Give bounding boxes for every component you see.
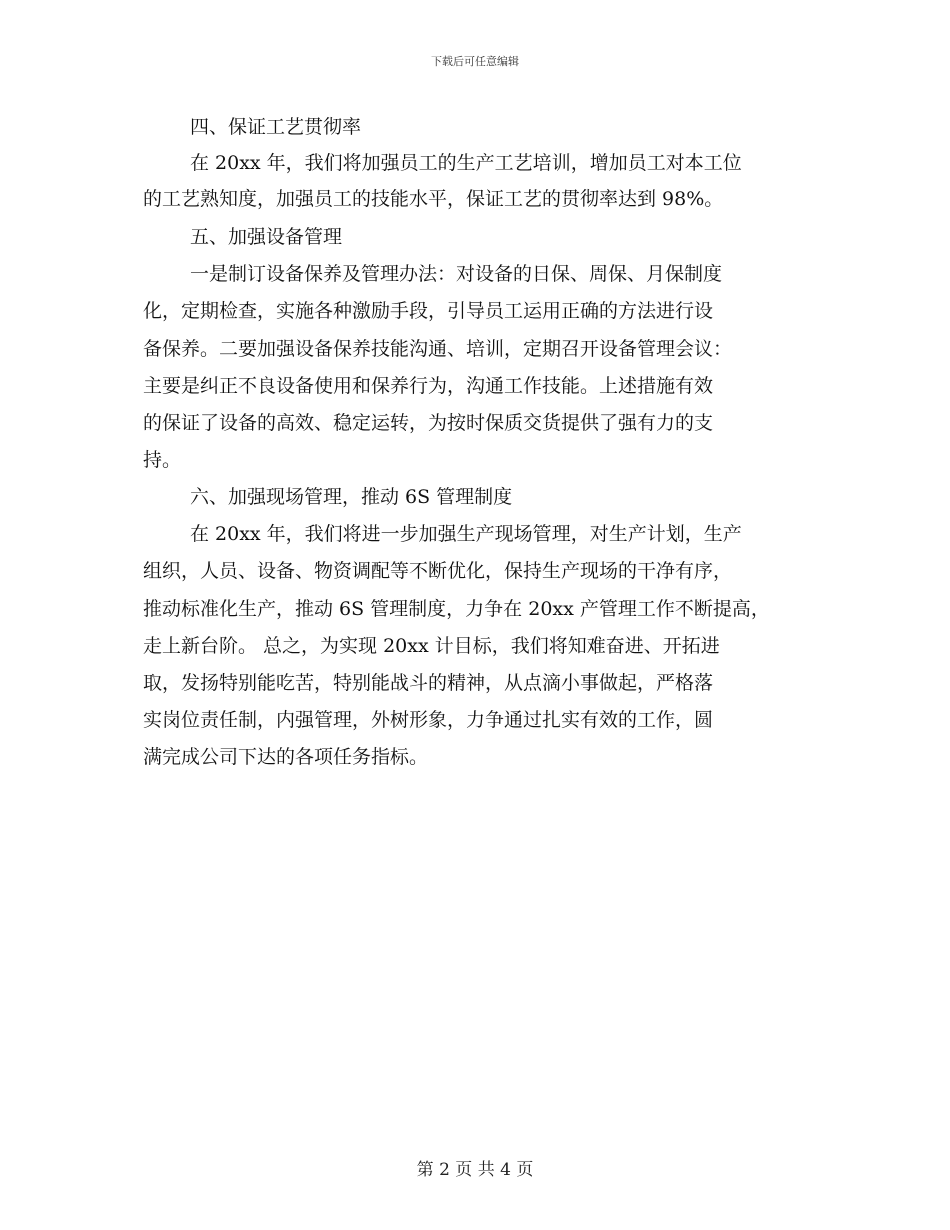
page-number: 第 2 页 共 4 页 [416, 1160, 534, 1180]
paragraph-line: 实岗位责任制，内强管理，外树形象，力争通过扎实有效的工作，圆 [143, 709, 714, 731]
section-heading: 四、保证工艺贯彻率 [190, 116, 362, 138]
paragraph-line: 在 20xx 年，我们将进一步加强生产现场管理，对生产计划，生产 [190, 523, 742, 545]
paragraph-line: 走上新台阶。 总之，为实现 20xx 计目标，我们将知难奋进、开拓进 [143, 635, 720, 657]
paragraph-line: 的保证了设备的高效、稳定运转，为按时保质交货提供了强有力的支 [143, 412, 714, 434]
section-heading: 六、加强现场管理，推动 6S 管理制度 [190, 486, 513, 508]
paragraph-line: 主要是纠正不良设备使用和保养行为，沟通工作技能。上述措施有效 [143, 375, 714, 397]
paragraph-line: 化，定期检查，实施各种激励手段，引导员工运用正确的方法进行设 [143, 300, 714, 322]
paragraph-line: 备保养。二要加强设备保养技能沟通、培训，定期召开设备管理会议： [143, 338, 733, 360]
paragraph-line: 满完成公司下达的各项任务指标。 [143, 746, 429, 768]
page-header-note: 下载后可任意编辑 [431, 55, 519, 68]
paragraph-line: 的工艺熟知度，加强员工的技能水平，保证工艺的贯彻率达到 98%。 [143, 188, 724, 210]
paragraph-line: 一是制订设备保养及管理办法：对设备的日保、周保、月保制度 [190, 263, 723, 285]
paragraph-line: 持。 [143, 449, 182, 471]
paragraph-line: 在 20xx 年，我们将加强员工的生产工艺培训，增加员工对本工位 [190, 152, 742, 174]
paragraph-line: 组织，人员、设备、物资调配等不断优化，保持生产现场的干净有序， [143, 560, 733, 582]
section-heading: 五、加强设备管理 [190, 226, 343, 248]
paragraph-line: 取，发扬特别能吃苦，特别能战斗的精神，从点滴小事做起，严格落 [143, 672, 714, 694]
paragraph-line: 推动标准化生产，推动 6S 管理制度，力争在 20xx 产管理工作不断提高， [143, 598, 770, 620]
